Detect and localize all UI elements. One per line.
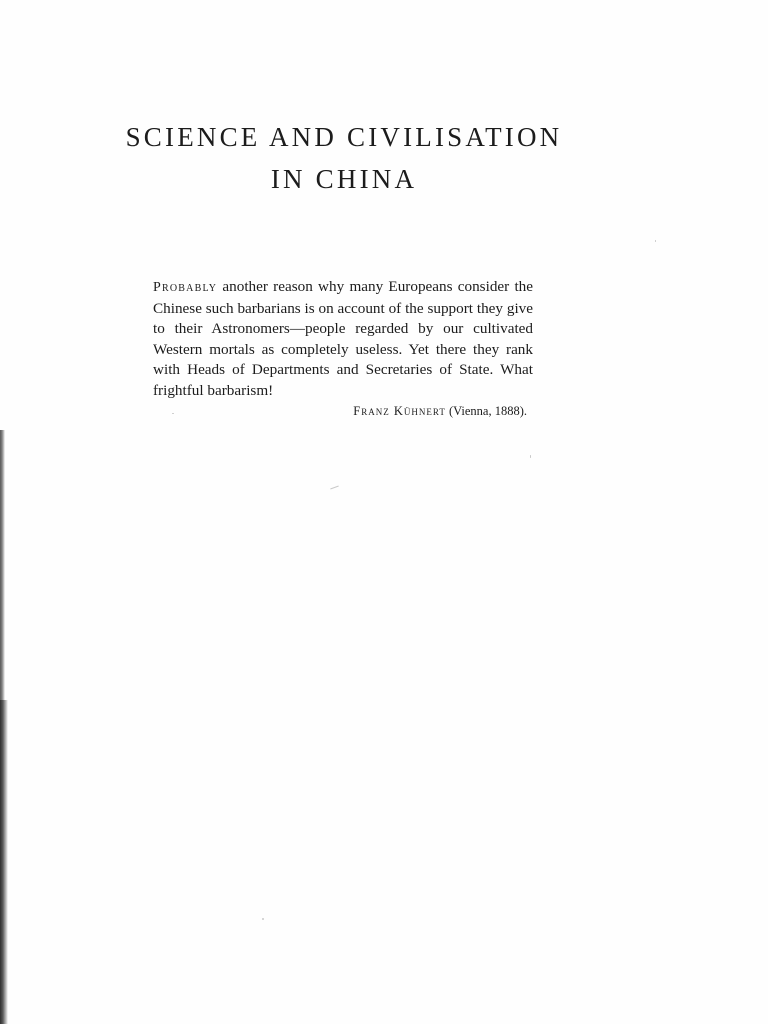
scan-speck (262, 918, 264, 920)
title-line-2: IN CHINA (270, 164, 418, 194)
scan-speck (172, 413, 174, 414)
epigraph (153, 277, 533, 419)
page-title (0, 118, 688, 198)
scan-speck (330, 485, 339, 489)
attribution-author: Franz Kühnert (353, 403, 446, 418)
attribution-source: (Vienna, 1888). (445, 403, 527, 418)
epigraph-quote (153, 277, 533, 402)
epigraph-lead-word: Probably (153, 280, 218, 295)
scan-binding-edge-lower (0, 700, 8, 1024)
scan-speck (655, 240, 656, 242)
epigraph-text: another reason why many Europeans consider the Chinese such barbarians is on account of the support they give to their Astronomers—people regarded by our cultivated Western mortals as completely useless. Yet there they rank with Heads of Departments and Secretaries of State. What frightful barbarism! (153, 278, 533, 399)
title-line-1: SCIENCE AND CIVILISATION (125, 122, 563, 152)
scan-speck (530, 455, 531, 458)
epigraph-attribution (153, 404, 533, 419)
